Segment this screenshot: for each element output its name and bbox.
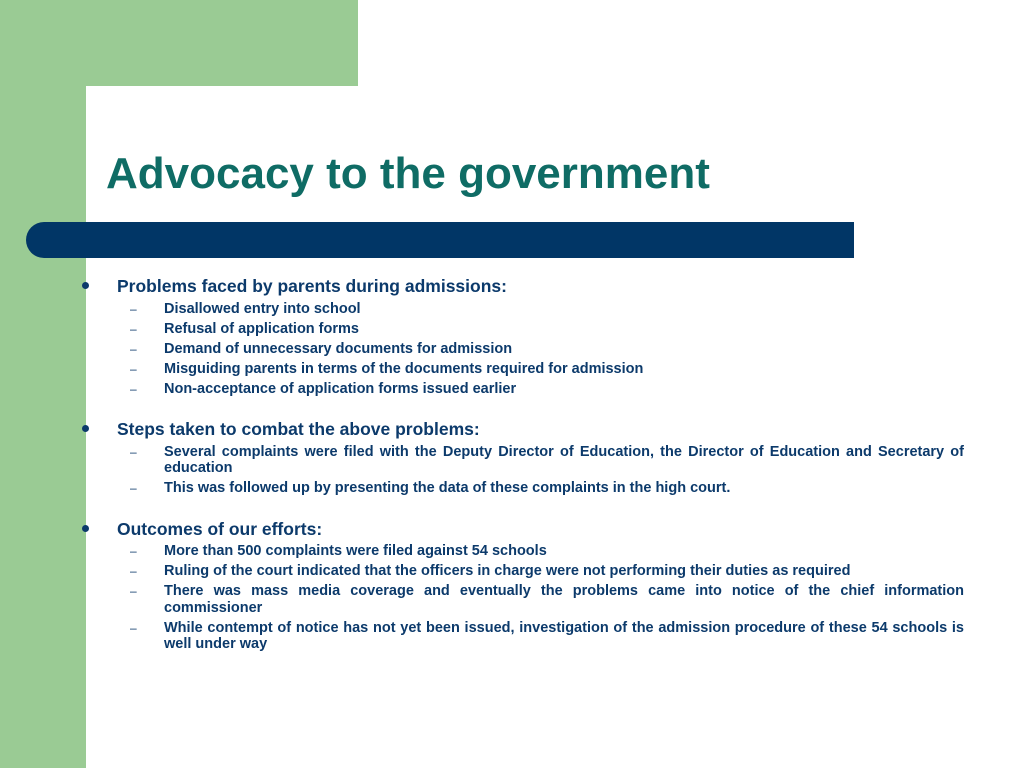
section-outcomes <box>78 518 964 653</box>
dash-icon: – <box>130 381 137 396</box>
list-item <box>78 563 964 580</box>
dash-icon: – <box>130 481 137 495</box>
list-item-text: Several complaints were filed with the Deputy Director of Education, the Director of Education and Secretary of education <box>164 443 964 476</box>
bullet-icon <box>82 425 89 432</box>
section-heading <box>78 275 964 297</box>
list-item <box>78 341 964 358</box>
dash-icon: – <box>130 444 137 459</box>
list-item-text: Non-acceptance of application forms issued earlier <box>164 380 517 397</box>
list-item-text: Misguiding parents in terms of the documents required for admission <box>164 360 644 377</box>
list-item-text: Ruling of the court indicated that the officers in charge were not performing their duties as required <box>164 563 851 579</box>
list-item-text: This was followed up by presenting the data of these complaints in the high court. <box>164 480 731 496</box>
list-item-text: While contempt of notice has not yet been issued, investigation of the admission procedure of these 54 schools is well under way <box>164 619 964 652</box>
list-item <box>78 583 964 616</box>
dash-icon: – <box>130 361 137 376</box>
title-underline-bar <box>26 222 854 258</box>
section-heading <box>78 518 964 540</box>
dash-icon: – <box>130 620 137 635</box>
list-item <box>78 620 964 653</box>
list-item-text: More than 500 complaints were filed against 54 schools <box>164 543 547 559</box>
section-heading-text: Steps taken to combat the above problems: <box>117 419 480 439</box>
bullet-icon <box>82 282 89 289</box>
list-item-text: Disallowed entry into school <box>164 300 361 317</box>
bullet-icon <box>82 525 89 532</box>
list-item-text: Demand of unnecessary documents for admission <box>164 340 513 357</box>
dash-icon: – <box>130 301 137 316</box>
decorative-green-top-block <box>0 0 358 86</box>
section-heading <box>78 418 964 440</box>
slide-content <box>78 275 964 674</box>
dash-icon: – <box>130 544 137 558</box>
list-item <box>78 301 964 318</box>
list-item-text: There was mass media coverage and eventually the problems came into notice of the chief information commissioner <box>164 583 964 616</box>
list-item <box>78 543 964 560</box>
dash-icon: – <box>130 321 137 336</box>
slide-title: Advocacy to the government <box>106 149 710 198</box>
list-item <box>78 381 964 398</box>
list-item <box>78 361 964 378</box>
dash-icon: – <box>130 341 137 356</box>
section-heading-text: Outcomes of our efforts: <box>117 518 323 539</box>
dash-icon: – <box>130 584 137 598</box>
section-problems <box>78 275 964 397</box>
dash-icon: – <box>130 564 137 578</box>
list-item <box>78 480 964 497</box>
section-heading-text: Problems faced by parents during admissions: <box>117 276 507 296</box>
decorative-green-sidebar <box>0 0 86 768</box>
list-item <box>78 444 964 477</box>
list-item-text: Refusal of application forms <box>164 320 359 337</box>
list-item <box>78 321 964 338</box>
section-steps <box>78 418 964 497</box>
